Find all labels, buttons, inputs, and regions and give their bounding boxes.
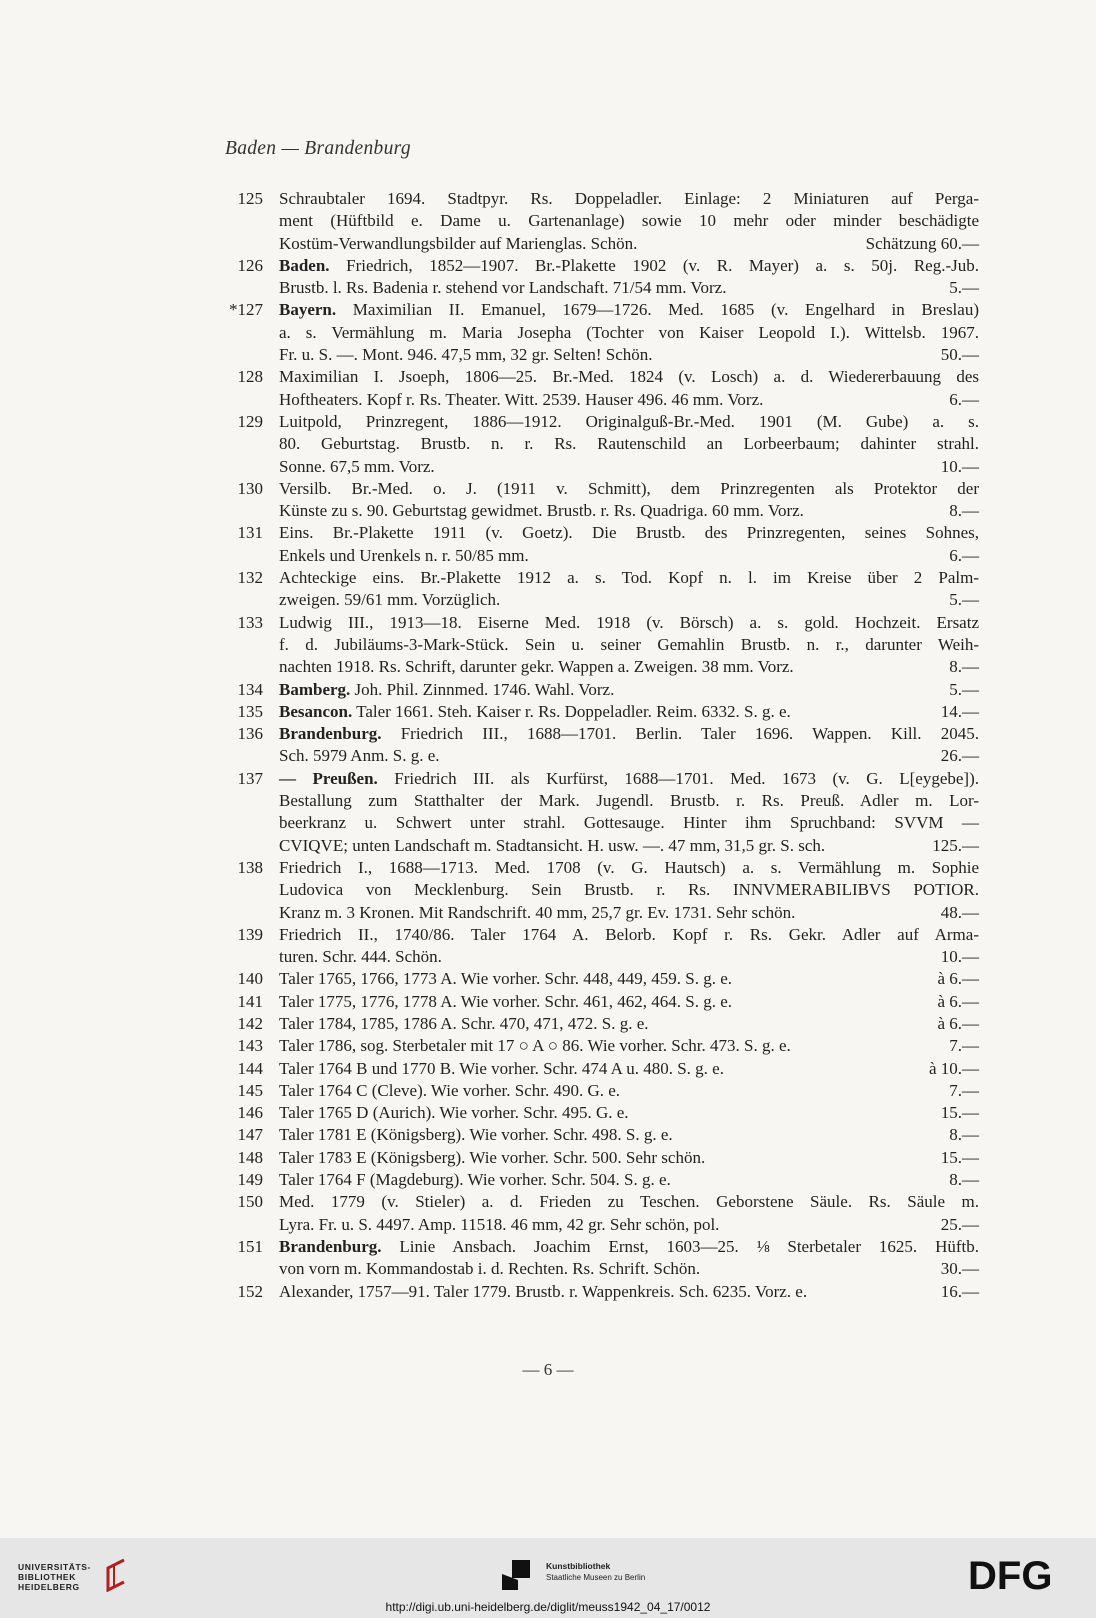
entry-number: 144 <box>237 1058 263 1078</box>
entry-price: 125.— <box>932 835 979 855</box>
catalog-entry <box>225 1236 979 1281</box>
entry-text <box>279 768 979 857</box>
entry-line-text: Künste zu s. 90. Geburtstag gewidmet. Brustb. r. Rs. Quadriga. 60 mm. Vorz. <box>279 501 804 521</box>
entry-line <box>279 768 979 790</box>
entry-number: 148 <box>237 1147 263 1167</box>
kb-subtitle: Staatliche Museen zu Berlin <box>546 1573 646 1582</box>
entry-line <box>279 1058 979 1080</box>
entry-price: 14.— <box>940 701 979 721</box>
entry-line-text: Taler 1775, 1776, 1778 A. Wie vorher. Schr. 461, 462, 464. S. g. e. <box>279 991 732 1011</box>
entry-heading: Brandenburg. <box>279 724 382 744</box>
entry-price: 48.— <box>940 902 979 922</box>
page-number: — 6 — <box>522 1360 574 1379</box>
entry-text <box>279 299 979 366</box>
entry-price: à 6.— <box>937 969 979 989</box>
entry-number: 138 <box>237 857 263 877</box>
catalog-entry <box>225 1169 979 1191</box>
entry-line-text: Brustb. l. Rs. Badenia r. stehend vor Landschaft. 71/54 mm. Vorz. <box>279 278 727 298</box>
kb-title: Kunstbibliothek <box>546 1561 611 1571</box>
entry-number: 137 <box>237 768 263 788</box>
entry-line-text: beerkranz u. Schwert unter strahl. Gottesauge. Hinter ihm Spruchband: SVVM — <box>279 813 979 833</box>
entry-line-text: Taler 1781 E (Königsberg). Wie vorher. Schr. 498. S. g. e. <box>279 1125 673 1145</box>
entry-line-text: CVIQVE; unten Landschaft m. Stadtansicht. H. usw. —. 47 mm, 31,5 gr. S. sch. <box>279 835 826 855</box>
entry-price: 7.— <box>949 1080 979 1100</box>
catalog-entry <box>225 723 979 768</box>
entry-number: 143 <box>237 1036 263 1056</box>
entry-number: 140 <box>237 969 263 989</box>
entry-text <box>279 1102 979 1124</box>
catalog-entry <box>225 857 979 924</box>
entry-number: 130 <box>237 478 263 498</box>
entry-line-text: Friedrich III., 1688—1701. Berlin. Taler 1696. Wappen. Kill. 2045. <box>381 724 979 744</box>
entry-text <box>279 857 979 924</box>
entry-number: 126 <box>237 255 263 275</box>
entry-line-text: Eins. Br.-Plakette 1911 (v. Goetz). Die Brustb. des Prinzregenten, seines Sohnes, <box>279 523 979 543</box>
catalog-entry <box>225 366 979 411</box>
catalog-entry <box>225 924 979 969</box>
entry-line-text: Taler 1765 D (Aurich). Wie vorher. Schr. 495. G. e. <box>279 1103 629 1123</box>
entry-line-text: Ludwig III., 1913—18. Eiserne Med. 1918 (v. Börsch) a. s. gold. Hochzeit. Ersatz <box>279 612 979 632</box>
entry-line <box>279 701 979 723</box>
entry-line <box>279 299 979 321</box>
entry-line-text: Joh. Phil. Zinnmed. 1746. Wahl. Vorz. <box>350 679 615 699</box>
entry-line <box>279 210 979 232</box>
entry-number: 151 <box>237 1236 263 1256</box>
entry-price: 5.— <box>949 679 979 699</box>
entry-line <box>279 500 979 522</box>
entry-price: 8.— <box>949 657 979 677</box>
entry-line-text: Sonne. 67,5 mm. Vorz. <box>279 456 435 476</box>
entry-price: 8.— <box>949 1125 979 1145</box>
entry-number: 128 <box>237 367 263 387</box>
entry-price: 16.— <box>940 1281 979 1301</box>
entry-line <box>279 790 979 812</box>
catalog-entry <box>225 612 979 679</box>
entry-line <box>279 723 979 745</box>
entry-text <box>279 1124 979 1146</box>
entry-line <box>279 389 979 411</box>
entry-line <box>279 634 979 656</box>
entry-number: 136 <box>237 724 263 744</box>
entry-line <box>279 545 979 567</box>
entry-line-text: Friedrich II., 1740/86. Taler 1764 A. Belorb. Kopf r. Rs. Gekr. Adler auf Arma- <box>279 924 979 944</box>
entry-line-text: Sch. 5979 Anm. S. g. e. <box>279 746 440 766</box>
kunstbibliothek-label[interactable] <box>546 1560 645 1584</box>
entry-text <box>279 1058 979 1080</box>
dfg-text: DFG <box>968 1556 1053 1594</box>
entry-line-text: Bestallung zum Statthalter der Mark. Jugendl. Brustb. r. Rs. Preuß. Adler m. Lor- <box>279 791 979 811</box>
catalog-entries <box>225 188 979 1303</box>
entry-line <box>279 1236 979 1258</box>
entry-text <box>279 723 979 768</box>
ub-logo-icon <box>100 1558 128 1592</box>
entry-line-text: nachten 1918. Rs. Schrift, darunter gekr. Wappen a. Zweigen. 38 mm. Vorz. <box>279 657 794 677</box>
entry-number: 131 <box>237 523 263 543</box>
entry-price: 8.— <box>949 501 979 521</box>
entry-price: 10.— <box>940 947 979 967</box>
catalog-entry <box>225 522 979 567</box>
entry-line-text: 80. Geburtstag. Brustb. n. r. Rs. Rautenschild an Lorbeerbaum; dahinter strahl. <box>279 434 979 454</box>
entry-price: 15.— <box>940 1147 979 1167</box>
kunstbibliothek-logo-icon <box>500 1558 536 1592</box>
entry-line <box>279 1258 979 1280</box>
entry-text <box>279 366 979 411</box>
catalog-entry <box>225 1013 979 1035</box>
entry-number: 133 <box>237 612 263 632</box>
entry-line <box>279 612 979 634</box>
entry-line <box>279 968 979 990</box>
source-url[interactable]: http://digi.ub.uni-heidelberg.de/diglit/meuss1942_04_17/0012 <box>385 1600 711 1614</box>
entry-price: 25.— <box>940 1214 979 1234</box>
entry-line <box>279 924 979 946</box>
entry-number: 150 <box>237 1192 263 1212</box>
ub-line-3: HEIDELBERG <box>18 1582 80 1592</box>
entry-text <box>279 701 979 723</box>
entry-price: 15.— <box>940 1103 979 1123</box>
entry-line <box>279 589 979 611</box>
entry-line <box>279 433 979 455</box>
entry-number: 149 <box>237 1170 263 1190</box>
entry-line-text: Kostüm-Verwandlungsbilder auf Marienglas. Schön. <box>279 233 638 253</box>
entry-line-text: Alexander, 1757—91. Taler 1779. Brustb. r. Wappenkreis. Sch. 6235. Vorz. e. <box>279 1281 808 1301</box>
entry-text <box>279 1013 979 1035</box>
entry-line-text: Friedrich I., 1688—1713. Med. 1708 (v. G. Hautsch) a. s. Vermählung m. Sophie <box>279 857 979 877</box>
entry-text <box>279 1035 979 1057</box>
entry-line <box>279 991 979 1013</box>
catalog-entry <box>225 768 979 857</box>
entry-line-text: zweigen. 59/61 mm. Vorzüglich. <box>279 590 501 610</box>
entry-text <box>279 255 979 300</box>
entry-text <box>279 1191 979 1236</box>
entry-line <box>279 656 979 678</box>
entry-text <box>279 1281 979 1303</box>
entry-number: 141 <box>237 991 263 1011</box>
entry-price: 6.— <box>949 545 979 565</box>
entry-line <box>279 322 979 344</box>
entry-line-text: Fr. u. S. —. Mont. 946. 47,5 mm, 32 gr. Selten! Schön. <box>279 345 653 365</box>
entry-line-text: Taler 1784, 1785, 1786 A. Schr. 470, 471, 472. S. g. e. <box>279 1013 649 1033</box>
entry-line <box>279 1102 979 1124</box>
entry-heading: — Preußen. <box>279 768 378 788</box>
entry-line <box>279 478 979 500</box>
entry-line <box>279 1080 979 1102</box>
entry-line <box>279 233 979 255</box>
entry-line-text: Med. 1779 (v. Stieler) a. d. Frieden zu Teschen. Geborstene Säule. Rs. Säule m. <box>279 1192 979 1212</box>
catalog-entry <box>225 1102 979 1124</box>
entry-text <box>279 567 979 612</box>
entry-line-text: turen. Schr. 444. Schön. <box>279 947 442 967</box>
entry-price: 6.— <box>949 389 979 409</box>
catalog-entry <box>225 1147 979 1169</box>
ub-line-1: UNIVERSITÄTS- <box>18 1562 91 1572</box>
entry-line-text: Taler 1764 C (Cleve). Wie vorher. Schr. 490. G. e. <box>279 1080 621 1100</box>
entry-line-text: Linie Ansbach. Joachim Ernst, 1603—25. ⅛ Sterbetaler 1625. Hüftb. <box>381 1236 979 1256</box>
entry-number: 147 <box>237 1125 263 1145</box>
entry-line <box>279 1214 979 1236</box>
entry-number: 139 <box>237 924 263 944</box>
catalog-entry <box>225 701 979 723</box>
entry-line <box>279 411 979 433</box>
catalog-entry <box>225 1058 979 1080</box>
entry-line <box>279 812 979 834</box>
entry-line <box>279 522 979 544</box>
entry-line <box>279 344 979 366</box>
entry-line <box>279 1035 979 1057</box>
entry-price: 30.— <box>940 1259 979 1279</box>
entry-number: 134 <box>237 679 263 699</box>
entry-line <box>279 1191 979 1213</box>
entry-number: 145 <box>237 1080 263 1100</box>
ub-line-2: BIBLIOTHEK <box>18 1572 76 1582</box>
entry-price: 7.— <box>949 1036 979 1056</box>
entry-line <box>279 946 979 968</box>
entry-text <box>279 612 979 679</box>
entry-line <box>279 745 979 767</box>
catalog-entry <box>225 1080 979 1102</box>
catalog-entry <box>225 679 979 701</box>
entry-line <box>279 366 979 388</box>
entry-number: *127 <box>229 300 263 320</box>
entry-line-text: Lyra. Fr. u. S. 4497. Amp. 11518. 46 mm, 42 gr. Sehr schön, pol. <box>279 1214 720 1234</box>
entry-line <box>279 1124 979 1146</box>
catalog-entry <box>225 1281 979 1303</box>
entry-heading: Brandenburg. <box>279 1236 382 1256</box>
running-title: Baden — Brandenburg <box>225 138 411 159</box>
catalog-entry <box>225 478 979 523</box>
entry-number: 132 <box>237 568 263 588</box>
entry-text <box>279 1169 979 1191</box>
entry-line-text: Friedrich, 1852—1907. Br.-Plakette 1902 (v. R. Mayer) a. s. 50j. Reg.-Jub. <box>329 255 979 275</box>
entry-line-text: Maximilian II. Emanuel, 1679—1726. Med. 1685 (v. Engelhard in Breslau) <box>336 300 979 320</box>
catalog-entry <box>225 567 979 612</box>
entry-text <box>279 679 979 701</box>
entry-price: 8.— <box>949 1170 979 1190</box>
ub-heidelberg-label[interactable] <box>18 1562 91 1592</box>
entry-line <box>279 1147 979 1169</box>
entry-line-text: Maximilian I. Jsoeph, 1806—25. Br.-Med. 1824 (v. Losch) a. d. Wiedererbauung des <box>279 367 979 387</box>
entry-line-text: von vorn m. Kommandostab i. d. Rechten. Rs. Schrift. Schön. <box>279 1259 701 1279</box>
entry-price: Schätzung 60.— <box>865 233 979 253</box>
entry-price: 5.— <box>949 590 979 610</box>
catalog-entry <box>225 255 979 300</box>
entry-number: 135 <box>237 701 263 721</box>
dfg-logo-icon[interactable] <box>968 1556 1078 1594</box>
catalog-entry <box>225 991 979 1013</box>
entry-line-text: Taler 1786, sog. Sterbetaler mit 17 ○ A ○ 86. Wie vorher. Schr. 473. S. g. e. <box>279 1036 791 1056</box>
entry-line <box>279 1281 979 1303</box>
entry-line <box>279 879 979 901</box>
entry-number: 125 <box>237 189 263 208</box>
entry-text <box>279 991 979 1013</box>
entry-line-text: ment (Hüftbild e. Dame u. Gartenanlage) sowie 10 mehr oder minder beschädigte <box>279 211 979 231</box>
entry-line-text: Hoftheaters. Kopf r. Rs. Theater. Witt. 2539. Hauser 496. 46 mm. Vorz. <box>279 389 764 409</box>
entry-line-text: Achteckige eins. Br.-Plakette 1912 a. s. Tod. Kopf n. l. im Kreise über 2 Palm- <box>279 568 979 588</box>
entry-line <box>279 835 979 857</box>
entry-price: à 6.— <box>937 991 979 1011</box>
entry-line-text: Enkels und Urenkels n. r. 50/85 mm. <box>279 545 529 565</box>
catalog-entry <box>225 188 979 255</box>
entry-text <box>279 1080 979 1102</box>
entry-heading: Besancon. <box>279 701 353 721</box>
entry-line <box>279 1013 979 1035</box>
entry-line <box>279 857 979 879</box>
entry-line-text: a. s. Vermählung m. Maria Josepha (Tochter von Kaiser Leopold I.). Wittelsb. 1967. <box>279 322 979 342</box>
entry-line-text: Taler 1661. Steh. Kaiser r. Rs. Doppeladler. Reim. 6332. S. g. e. <box>352 701 791 721</box>
entry-line <box>279 277 979 299</box>
entry-heading: Baden. <box>279 255 330 275</box>
entry-line-text: Taler 1765, 1766, 1773 A. Wie vorher. Schr. 448, 449, 459. S. g. e. <box>279 969 732 989</box>
entry-price: à 10.— <box>928 1058 979 1078</box>
entry-number: 152 <box>237 1281 263 1301</box>
entry-line-text: Ludovica von Mecklenburg. Sein Brustb. r. Rs. INNVMERABILIBVS POTIOR. <box>279 880 979 900</box>
entry-number: 146 <box>237 1103 263 1123</box>
entry-price: à 6.— <box>937 1013 979 1033</box>
entry-line-text: Kranz m. 3 Kronen. Mit Randschrift. 40 mm, 25,7 gr. Ev. 1731. Sehr schön. <box>279 902 796 922</box>
entry-line-text: Luitpold, Prinzregent, 1886—1912. Originalguß-Br.-Med. 1901 (M. Gube) a. s. <box>279 411 979 431</box>
catalog-entry <box>225 1035 979 1057</box>
entry-price: 10.— <box>940 456 979 476</box>
entry-line-text: Taler 1783 E (Königsberg). Wie vorher. Schr. 500. Sehr schön. <box>279 1147 706 1167</box>
catalog-entry <box>225 1124 979 1146</box>
entry-line-text: Friedrich III. als Kurfürst, 1688—1701. Med. 1673 (v. G. L[eygebe]). <box>377 768 979 788</box>
entry-text <box>279 522 979 567</box>
entry-line-text: Versilb. Br.-Med. o. J. (1911 v. Schmitt), dem Prinzregenten als Protektor der <box>279 478 979 498</box>
entry-line <box>279 679 979 701</box>
entry-price: 5.— <box>949 278 979 298</box>
entry-line-text: Taler 1764 F (Magdeburg). Wie vorher. Schr. 504. S. g. e. <box>279 1170 671 1190</box>
entry-text <box>279 924 979 969</box>
entry-line <box>279 1169 979 1191</box>
entry-heading: Bayern. <box>279 300 337 320</box>
catalog-entry <box>225 1191 979 1236</box>
entry-line-text: Taler 1764 B und 1770 B. Wie vorher. Schr. 474 A u. 480. S. g. e. <box>279 1058 724 1078</box>
catalog-entry <box>225 299 979 366</box>
entry-line <box>279 456 979 478</box>
entry-text <box>279 1147 979 1169</box>
entry-line <box>279 567 979 589</box>
entry-number: 142 <box>237 1013 263 1033</box>
entry-line-text: Schraubtaler 1694. Stadtpyr. Rs. Doppeladler. Einlage: 2 Miniaturen auf Perga- <box>279 189 979 208</box>
catalog-entry <box>225 411 979 478</box>
entry-price: 26.— <box>940 746 979 766</box>
entry-text <box>279 1236 979 1281</box>
entry-number: 129 <box>237 411 263 431</box>
entry-price: 50.— <box>940 345 979 365</box>
entry-line-text: f. d. Jubiläums-3-Mark-Stück. Sein u. seiner Gemahlin Brustb. n. r., darunter Weih- <box>279 634 979 654</box>
entry-line <box>279 902 979 924</box>
catalog-entry <box>225 968 979 990</box>
footer-bar <box>0 1538 1096 1618</box>
entry-text <box>279 478 979 523</box>
entry-text <box>279 968 979 990</box>
entry-text <box>279 411 979 478</box>
entry-text <box>279 188 979 255</box>
entry-heading: Bamberg. <box>279 679 351 699</box>
entry-line <box>279 255 979 277</box>
entry-line <box>279 188 979 210</box>
